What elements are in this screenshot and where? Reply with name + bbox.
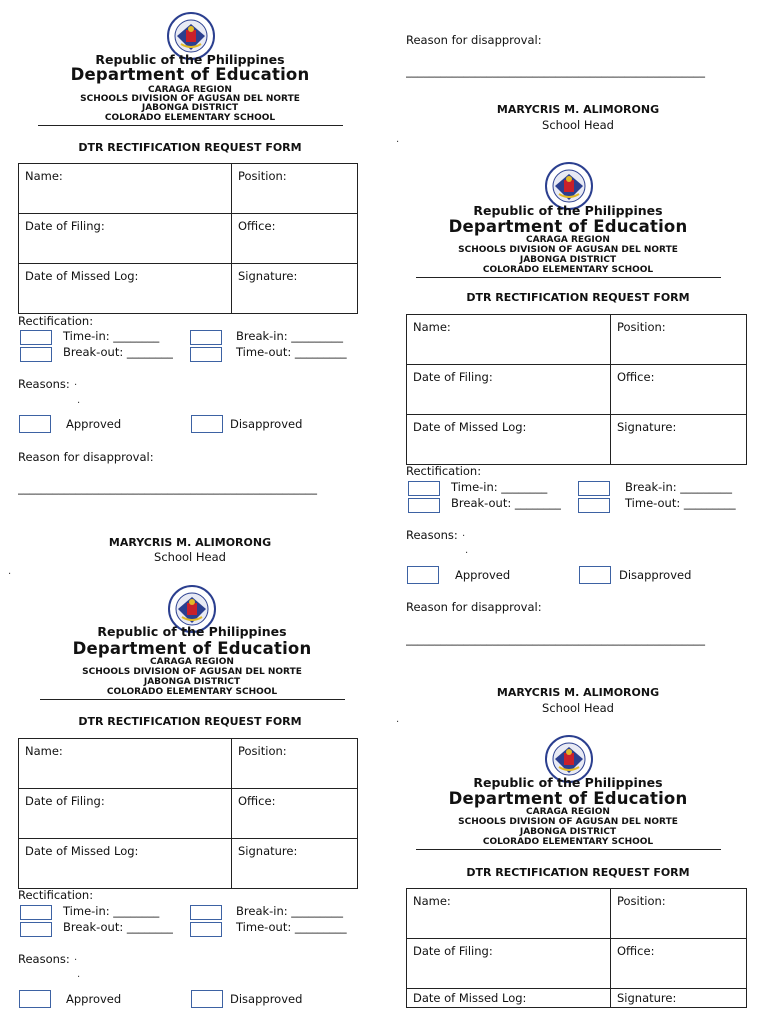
school-line: COLORADO ELEMENTARY SCHOOL — [482, 265, 654, 275]
disapproved-label: Disapproved — [619, 568, 692, 582]
form-title: DTR RECTIFICATION REQUEST FORM — [78, 715, 302, 728]
signatory-title: School Head — [542, 118, 614, 132]
time-out-checkbox[interactable] — [578, 498, 610, 513]
break-out-label: Break-out: ________ — [63, 920, 173, 934]
time-in-label: Time-in: ________ — [451, 480, 548, 494]
position-cell[interactable]: Position: — [232, 739, 358, 789]
form-title: DTR RECTIFICATION REQUEST FORM — [466, 291, 690, 304]
date-filing-cell[interactable]: Date of Filing: — [407, 365, 611, 415]
break-in-checkbox[interactable] — [190, 330, 222, 345]
date-filing-cell[interactable]: Date of Filing: — [19, 789, 232, 839]
name-cell[interactable]: Name: — [19, 739, 232, 789]
region-line: CARAGA REGION — [526, 807, 610, 817]
break-in-label: Break-in: _________ — [236, 329, 344, 343]
name-cell[interactable]: Name: — [19, 164, 232, 214]
disapproval-reason-line[interactable]: ____________________________________________________ — [18, 481, 317, 495]
break-in-label: Break-in: _________ — [236, 904, 344, 918]
reasons-label: Reasons: — [406, 528, 458, 542]
date-missed-cell[interactable]: Date of Missed Log: — [19, 839, 232, 889]
disapproval-reason-line[interactable]: ____________________________________________________ — [406, 64, 705, 78]
header-rule — [38, 125, 343, 126]
republic-heading: Republic of the Philippines — [473, 203, 663, 218]
time-out-label: Time-out: _________ — [236, 345, 347, 359]
school-line: COLORADO ELEMENTARY SCHOOL — [104, 113, 276, 123]
disapproval-reason-label: Reason for disapproval: — [406, 600, 542, 614]
approved-checkbox[interactable] — [407, 566, 439, 584]
name-cell[interactable]: Name: — [407, 315, 611, 365]
disapproved-checkbox[interactable] — [579, 566, 611, 584]
rectification-label: Rectification: — [18, 314, 94, 328]
reasons-dot: . — [74, 377, 78, 388]
rectification-label: Rectification: — [406, 464, 482, 478]
signatory-name: MARYCRIS M. ALIMORONG — [496, 686, 660, 699]
approved-label: Approved — [66, 417, 122, 431]
form-title: DTR RECTIFICATION REQUEST FORM — [466, 866, 690, 879]
signatory-title: School Head — [154, 550, 226, 564]
office-cell[interactable]: Office: — [611, 365, 747, 415]
break-out-checkbox[interactable] — [20, 347, 52, 362]
disapproval-reason-label: Reason for disapproval: — [406, 33, 542, 47]
stray-mark: . — [396, 714, 400, 725]
reasons-dot: . — [74, 952, 78, 963]
reasons-dot: . — [462, 528, 466, 539]
reasons-label: Reasons: — [18, 377, 70, 391]
department-heading: Department of Education — [448, 217, 688, 236]
republic-heading: Republic of the Philippines — [95, 52, 285, 67]
office-cell[interactable]: Office: — [232, 789, 358, 839]
time-in-checkbox[interactable] — [408, 481, 440, 496]
time-out-checkbox[interactable] — [190, 347, 222, 362]
signature-cell[interactable]: Signature: — [611, 989, 747, 1008]
name-cell[interactable]: Name: — [407, 889, 611, 939]
region-line: CARAGA REGION — [150, 657, 234, 667]
office-cell[interactable]: Office: — [611, 939, 747, 989]
info-table — [406, 314, 747, 465]
position-cell[interactable]: Position: — [611, 315, 747, 365]
break-in-checkbox[interactable] — [578, 481, 610, 496]
republic-heading: Republic of the Philippines — [97, 624, 287, 639]
republic-heading: Republic of the Philippines — [473, 775, 663, 790]
time-out-label: Time-out: _________ — [236, 920, 347, 934]
district-line: JABONGA DISTRICT — [519, 255, 617, 265]
approved-checkbox[interactable] — [19, 990, 51, 1008]
school-line: COLORADO ELEMENTARY SCHOOL — [482, 837, 654, 847]
reasons-dot: . — [77, 969, 81, 980]
date-missed-cell[interactable]: Date of Missed Log: — [407, 415, 611, 465]
info-table — [18, 163, 358, 314]
department-heading: Department of Education — [70, 65, 310, 84]
region-line: CARAGA REGION — [526, 235, 610, 245]
signature-cell[interactable]: Signature: — [611, 415, 747, 465]
header-rule — [40, 699, 345, 700]
position-cell[interactable]: Position: — [611, 889, 747, 939]
date-missed-cell[interactable]: Date of Missed Log: — [407, 989, 611, 1008]
disapproval-reason-line[interactable]: ____________________________________________________ — [406, 632, 705, 646]
school-line: COLORADO ELEMENTARY SCHOOL — [106, 687, 278, 697]
time-in-label: Time-in: ________ — [63, 329, 160, 343]
break-out-label: Break-out: ________ — [63, 345, 173, 359]
disapproved-checkbox[interactable] — [191, 415, 223, 433]
signatory-name: MARYCRIS M. ALIMORONG — [108, 536, 272, 549]
region-line: CARAGA REGION — [148, 85, 232, 95]
division-line: SCHOOLS DIVISION OF AGUSAN DEL NORTE — [82, 667, 302, 677]
signature-cell[interactable]: Signature: — [232, 264, 358, 314]
division-line: SCHOOLS DIVISION OF AGUSAN DEL NORTE — [458, 817, 678, 827]
position-cell[interactable]: Position: — [232, 164, 358, 214]
time-in-checkbox[interactable] — [20, 905, 52, 920]
disapproved-label: Disapproved — [230, 992, 303, 1006]
info-table — [406, 888, 747, 1008]
break-in-checkbox[interactable] — [190, 905, 222, 920]
header-rule — [416, 277, 721, 278]
approved-checkbox[interactable] — [19, 415, 51, 433]
department-heading: Department of Education — [448, 789, 688, 808]
signature-cell[interactable]: Signature: — [232, 839, 358, 889]
reasons-dot: . — [77, 395, 81, 406]
disapproved-checkbox[interactable] — [191, 990, 223, 1008]
disapproval-reason-label: Reason for disapproval: — [18, 450, 154, 464]
break-out-checkbox[interactable] — [408, 498, 440, 513]
disapproved-label: Disapproved — [230, 417, 303, 431]
header-rule — [416, 849, 721, 850]
district-line: JABONGA DISTRICT — [141, 103, 239, 113]
district-line: JABONGA DISTRICT — [519, 827, 617, 837]
division-line: SCHOOLS DIVISION OF AGUSAN DEL NORTE — [80, 94, 300, 104]
division-line: SCHOOLS DIVISION OF AGUSAN DEL NORTE — [458, 245, 678, 255]
info-table — [18, 738, 358, 889]
form-title: DTR RECTIFICATION REQUEST FORM — [78, 141, 302, 154]
department-heading: Department of Education — [72, 639, 312, 658]
reasons-dot: . — [465, 545, 469, 556]
time-in-label: Time-in: ________ — [63, 904, 160, 918]
stray-mark: . — [8, 566, 12, 577]
reasons-label: Reasons: — [18, 952, 70, 966]
approved-label: Approved — [66, 992, 122, 1006]
approved-label: Approved — [455, 568, 511, 582]
time-out-label: Time-out: _________ — [625, 496, 736, 510]
date-filing-cell[interactable]: Date of Filing: — [19, 214, 232, 264]
district-line: JABONGA DISTRICT — [143, 677, 241, 687]
break-in-label: Break-in: _________ — [625, 480, 733, 494]
office-cell[interactable]: Office: — [232, 214, 358, 264]
signatory-name: MARYCRIS M. ALIMORONG — [496, 103, 660, 116]
signatory-title: School Head — [542, 701, 614, 715]
break-out-checkbox[interactable] — [20, 922, 52, 937]
stray-mark: . — [396, 134, 400, 145]
time-out-checkbox[interactable] — [190, 922, 222, 937]
date-missed-cell[interactable]: Date of Missed Log: — [19, 264, 232, 314]
date-filing-cell[interactable]: Date of Filing: — [407, 939, 611, 989]
time-in-checkbox[interactable] — [20, 330, 52, 345]
break-out-label: Break-out: ________ — [451, 496, 561, 510]
rectification-label: Rectification: — [18, 888, 94, 902]
